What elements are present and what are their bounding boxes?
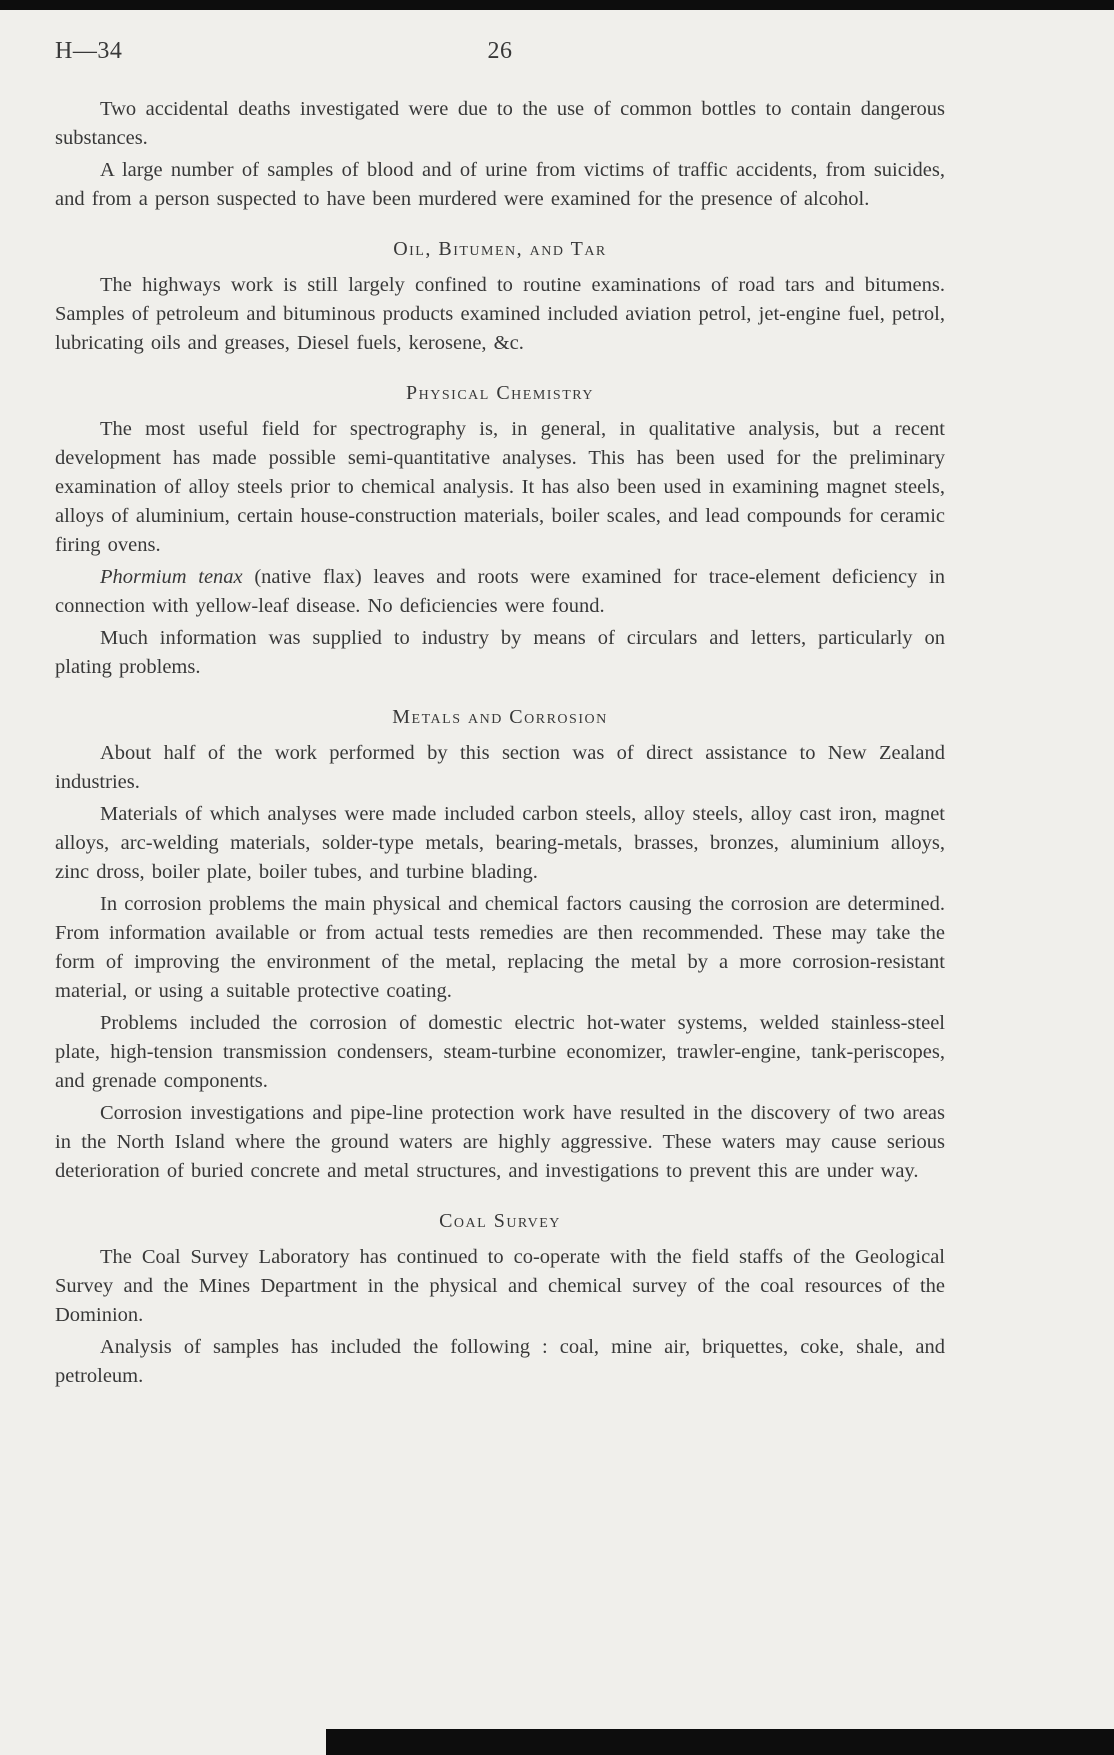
text-run: (native flax) leaves and roots were examined for trace-element deficiency in connection with yellow-leaf disease. No deficiencies were found. (55, 566, 945, 617)
paragraph (55, 1243, 945, 1330)
text-run: Analysis of samples has included the following : coal, mine air, briquettes, coke, shale, and petroleum. (55, 1336, 945, 1387)
text-run: In corrosion problems the main physical and chemical factors causing the corrosion are determined. From information available or from actual tests remedies are then recommended. These may take the form of improving the environment of the metal, replacing the metal by a more corrosion-resistant material, or using a suitable protective coating. (55, 893, 945, 1002)
paragraph (55, 563, 945, 621)
document-body (55, 92, 945, 1394)
paragraph (55, 415, 945, 560)
paragraph (55, 1009, 945, 1096)
paragraph (55, 739, 945, 797)
text-run: Problems included the corrosion of domestic electric hot-water systems, welded stainless-steel plate, high-tension transmission condensers, steam-turbine economizer, trawler-engine, tank-periscopes, and grenade components. (55, 1012, 945, 1092)
text-run: Two accidental deaths investigated were due to the use of common bottles to contain dangerous substances. (55, 98, 945, 149)
paragraph (55, 624, 945, 682)
paragraph (55, 1099, 945, 1186)
italic-text: Phormium tenax (100, 566, 243, 588)
section-heading: Physical Chemistry (406, 382, 594, 404)
paragraph (55, 271, 945, 358)
section-heading: Oil, Bitumen, and Tar (393, 238, 607, 260)
page-number: 26 (487, 38, 513, 64)
paragraph (55, 95, 945, 153)
paragraph (55, 156, 945, 214)
text-run: Corrosion investigations and pipe-line protection work have resulted in the discovery of two areas in the North Island where the ground waters are highly aggressive. These waters may cause serious deterioration of buried concrete and metal structures, and investigations to prevent this are under way. (55, 1102, 945, 1182)
text-run: Materials of which analyses were made included carbon steels, alloy steels, alloy cast iron, magnet alloys, arc-welding materials, solder-type metals, bearing-metals, brasses, bronzes, aluminium alloys, zinc dross, boiler plate, boiler tubes, and turbine blading. (55, 803, 945, 883)
text-run: About half of the work performed by this section was of direct assistance to New Zealand industries. (55, 742, 945, 793)
paragraph (55, 800, 945, 887)
text-run: Much information was supplied to industry by means of circulars and letters, particularly on plating problems. (55, 627, 945, 678)
text-run: The Coal Survey Laboratory has continued to co-operate with the field staffs of the Geological Survey and the Mines Department in the physical and chemical survey of the coal resources of the Dominion. (55, 1246, 945, 1326)
scan-artifact-top (0, 0, 1114, 10)
paragraph (55, 1333, 945, 1391)
paragraph (55, 890, 945, 1006)
text-run: The most useful field for spectrography is, in general, in qualitative analysis, but a recent development has made possible semi-quantitative analyses. This has been used for the preliminary examination of alloy steels prior to chemical analysis. It has also been used in examining magnet steels, alloys of aluminium, certain house-construction materials, boiler scales, and lead compounds for ceramic firing ovens. (55, 418, 945, 556)
report-number: H—34 (55, 38, 123, 64)
text-run: A large number of samples of blood and of urine from victims of traffic accidents, from suicides, and from a person suspected to have been murdered were examined for the presence of alcohol. (55, 159, 945, 210)
section-heading: Coal Survey (439, 1210, 561, 1232)
section-heading: Metals and Corrosion (392, 706, 608, 728)
text-run: The highways work is still largely confined to routine examinations of road tars and bitumens. Samples of petroleum and bituminous products examined included aviation petrol, jet-engine fuel, petrol, lubricating oils and greases, Diesel fuels, kerosene, &c. (55, 274, 945, 354)
scan-artifact-bottom (326, 1729, 1114, 1755)
